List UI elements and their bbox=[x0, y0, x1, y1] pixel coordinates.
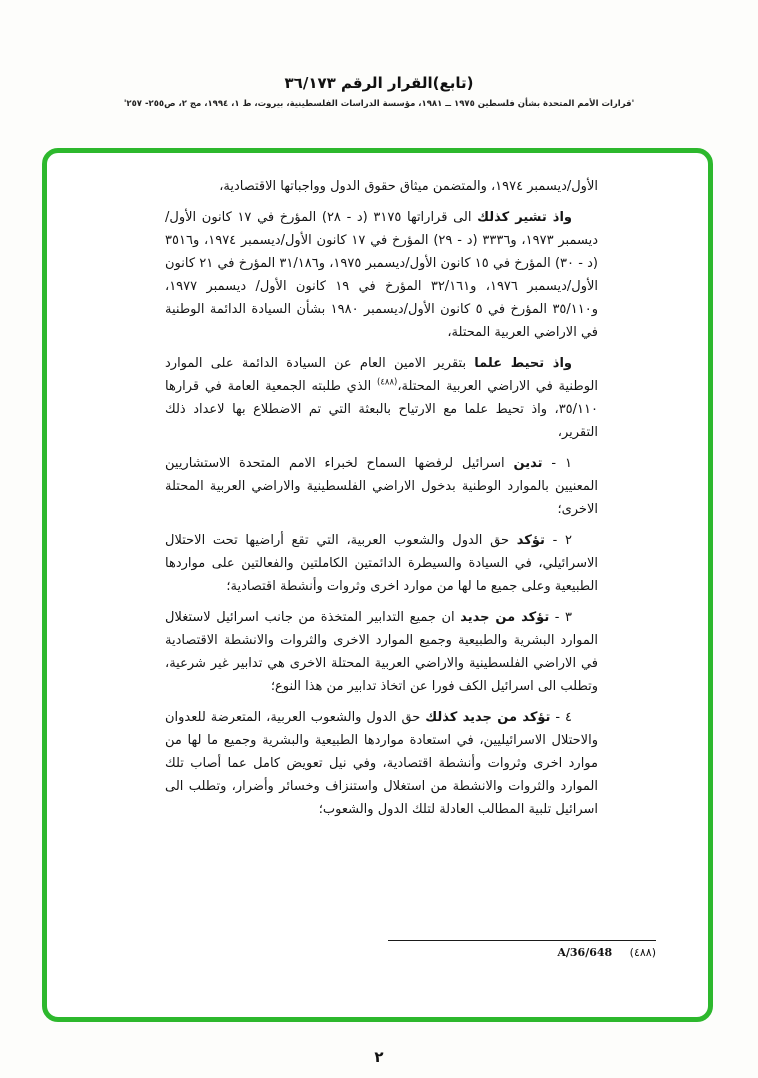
page-header bbox=[0, 74, 758, 109]
paragraph-text: ان جميع التدابير المتخذة من جانب اسرائيل لاستغلال الموارد البشرية والطبيعية وجميع الموارد الاخرى والثروات والانشطة الاقتصادية في الاراضي الفلسطينية والاراضي العربية المحتلة الاخرى هي تدابير غير شرعية، وتطلب الى اسرائيل الكف فورا عن اتخاذ تدابير من هذا النوع؛ bbox=[165, 610, 598, 694]
paragraph-lead: تدين bbox=[513, 456, 543, 471]
paragraph-lead: تؤكد من جديد bbox=[460, 610, 550, 625]
paragraph-text: الى قراراتها ٣١٧٥ (د - ٢٨) المؤرخ في ١٧ كانون الأول/ديسمبر ١٩٧٣، و٣٣٣٦ (د - ٢٩) المؤرخ في ١٧ كانون الأول/ديسمبر ١٩٧٤، و٣٥١٦ (د - ٣٠) المؤرخ في ١٥ كانون الأول/ديسمبر ١٩٧٥، و٣١/١٨٦ المؤرخ في ٢١ كانون الأول/ديسمبر ١٩٧٦، و٣٢/١٦١ المؤرخ في ١٩ كانون الأول/ ديسمبر ١٩٧٧، و٣٥/١١٠ المؤرخ في ٥ كانون الأول/ديسمبر ١٩٨٠ بشأن السيادة الدائمة الوطنية في الاراضي العربية المحتلة، bbox=[165, 210, 599, 340]
footnote-marker: (٤٨٨) bbox=[629, 946, 656, 959]
paragraph-lead: واذ تشير كذلك bbox=[477, 210, 572, 225]
footnote-divider bbox=[388, 940, 656, 941]
resolution-title: (تابع)القرار الرقم ٣٦/١٧٣ bbox=[284, 74, 474, 92]
paragraph-lead: تؤكد bbox=[516, 533, 545, 548]
paragraph-text-continued: الذي طلبته الجمعية العامة في قرارها ٣٥/١١٠، واذ تحيط علما مع الارتياح بالبعثة التي تم الاضطلاع بها لاعداد ذلك التقرير، bbox=[165, 379, 598, 440]
page-number: ٢ bbox=[374, 1048, 384, 1066]
paragraph bbox=[165, 206, 598, 344]
paragraph-text: حق الدول والشعوب العربية، التي تقع أراضيها تحت الاحتلال الاسرائيلي، في السيادة والسيطرة الدائمتين الكاملتين والفعالتين على مواردها الطبيعية وعلى جميع ما لها من موارد اخرى وثروات وأنشطة اقتصادية؛ bbox=[165, 533, 598, 594]
footnote-reference: A/36/648 bbox=[557, 946, 613, 959]
paragraph-text: بتقرير الامين العام عن السيادة الدائمة على الموارد الوطنية في الاراضي العربية المحتلة، bbox=[165, 356, 598, 394]
paragraph-text: الأول/ديسمبر ١٩٧٤، والمتضمن ميثاق حقوق الدول وواجباتها الاقتصادية، bbox=[219, 179, 598, 194]
paragraph bbox=[165, 606, 598, 698]
paragraph-number: ٣ - bbox=[554, 610, 572, 625]
paragraph bbox=[165, 706, 598, 821]
paragraph-text: حق الدول والشعوب العربية، المتعرضة للعدوان والاحتلال الاسرائيليين، في استعادة مواردها الطبيعية والبشرية وجميع ما لها من موارد اخرى وثروات وأنشطة اقتصادية، وفي نيل تعويض كامل عما أصاب تلك الموارد والثروات والانشطة من استغلال واستنزاف وخسائر وأضرار، وتطلب الى اسرائيل تلبية المطالب العادلة لتلك الدول والشعوب؛ bbox=[165, 710, 598, 817]
green-highlight-frame bbox=[42, 148, 713, 1022]
paragraph bbox=[165, 352, 598, 444]
footnote bbox=[388, 940, 656, 959]
paragraph-text: اسرائيل لرفضها السماح لخبراء الامم المتحدة الاستشاريين المعنيين بالموارد الوطنية بدخول الاراضي الفلسطينية والاراضي العربية المحتلة الاخرى؛ bbox=[165, 456, 598, 517]
footnote-line bbox=[388, 946, 656, 959]
footnote-marker-inline: (٤٨٨) bbox=[377, 377, 398, 388]
paragraph-lead: تؤكد من جديد كذلك bbox=[425, 710, 551, 725]
paragraph bbox=[165, 452, 598, 521]
paragraph-number: ٢ - bbox=[552, 533, 572, 548]
paragraph-number: ٤ - bbox=[555, 710, 572, 725]
body-text-column bbox=[165, 175, 598, 829]
paragraph bbox=[165, 175, 598, 198]
paragraph bbox=[165, 529, 598, 598]
paragraph-lead: واذ تحيط علما bbox=[474, 356, 572, 371]
source-citation: 'قرارات الأمم المتحدة بشأن فلسطين ١٩٧٥ ــ ١٩٨١، مؤسسة الدراسات الفلسطينية، بيروت، ط ١، ١٩٩٤، مج ٢، ص٢٥٥- ٢٥٧' bbox=[123, 99, 635, 109]
paragraph-number: ١ - bbox=[551, 456, 572, 471]
